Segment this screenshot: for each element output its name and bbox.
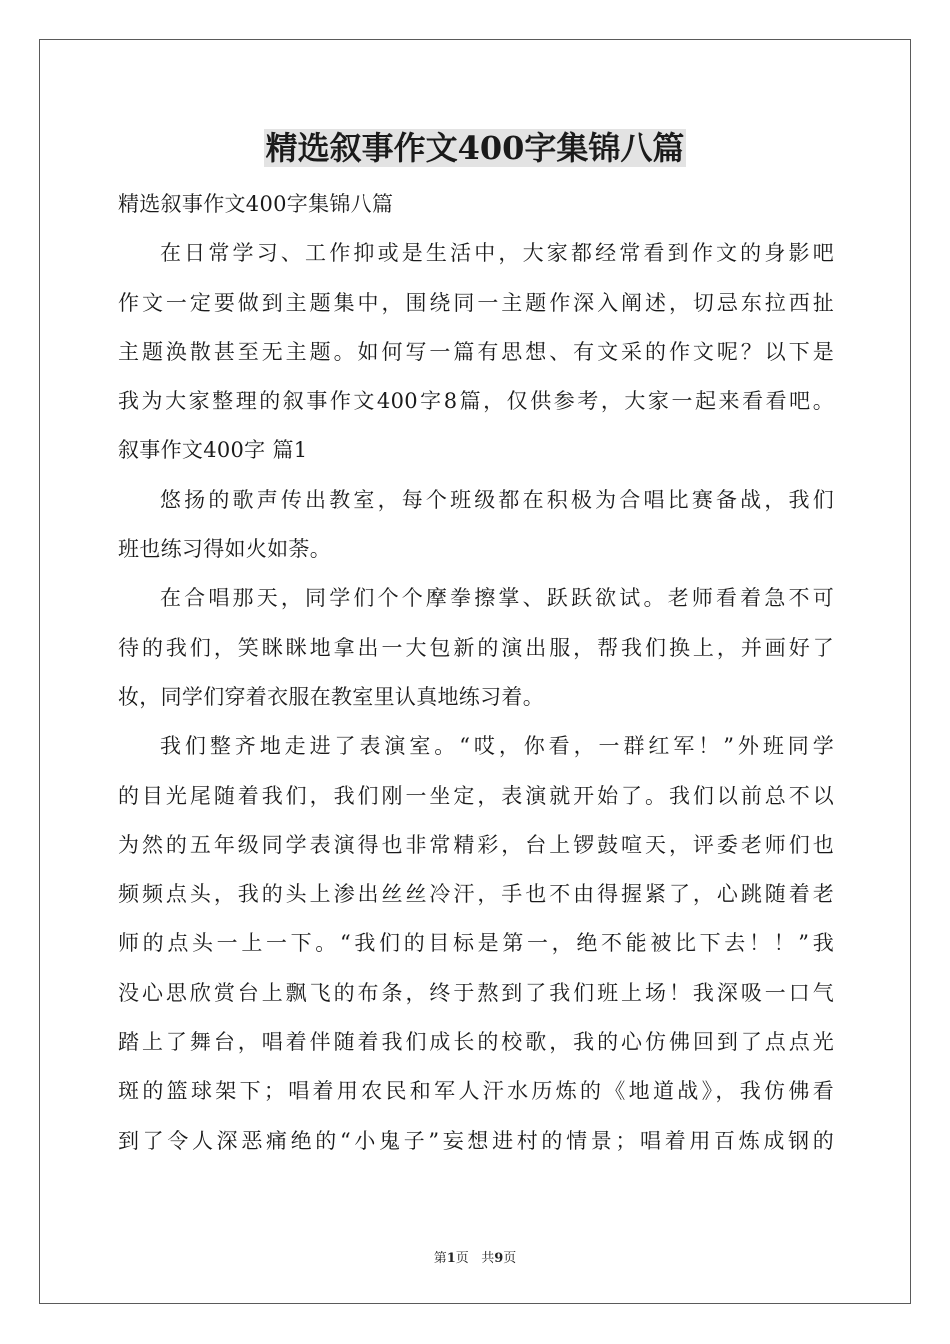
text-line: 斑的篮球架下；唱着用农民和军人汗水历炼的《地道战》，我仿佛看 <box>118 1079 834 1104</box>
text-line: 作文一定要做到主题集中，围绕同一主题作深入阐述，切忌东拉西扯 <box>118 290 834 315</box>
footer-total-prefix: 共 <box>481 1251 495 1266</box>
footer-total-suffix: 页 <box>503 1251 517 1266</box>
text-line: 班也练习得如火如荼。 <box>118 537 331 562</box>
text-line: 到了令人深恶痛绝的“小鬼子”妄想进村的情景；唱着用百炼成钢的 <box>118 1128 834 1153</box>
page-footer <box>0 1247 950 1266</box>
text-line: 频频点头，我的头上渗出丝丝冷汗，手也不由得握紧了，心跳随着老 <box>118 882 834 907</box>
text-line: 妆，同学们穿着衣服在教室里认真地练习着。 <box>118 684 544 709</box>
text-line: 悠扬的歌声传出教室，每个班级都在积极为合唱比赛备战，我们 <box>160 487 834 512</box>
text-line: 的目光尾随着我们，我们刚一坐定，表演就开始了。我们以前总不以 <box>118 783 834 808</box>
text-line: 在合唱那天，同学们个个摩拳擦掌、跃跃欲试。老师看着急不可 <box>160 586 834 611</box>
document-title <box>0 124 950 172</box>
text-line: 主题涣散甚至无主题。如何写一篇有思想、有文采的作文呢？以下是 <box>118 339 834 364</box>
footer-page-number: 1 <box>446 1251 456 1266</box>
text-line: 师的点头一上一下。“我们的目标是第一，绝不能被比下去！！”我 <box>118 931 834 956</box>
document-title-text: 精选叙事作文400字集锦八篇 <box>265 129 685 167</box>
text-line: 我们整齐地走进了表演室。“哎，你看，一群红军！”外班同学 <box>160 734 834 759</box>
text-line: 踏上了舞台，唱着伴随着我们成长的校歌，我的心仿佛回到了点点光 <box>118 1030 834 1055</box>
document-body <box>118 180 834 1166</box>
text-line: 精选叙事作文400字集锦八篇 <box>118 192 394 216</box>
text-line: 为然的五年级同学表演得也非常精彩，台上锣鼓喧天，评委老师们也 <box>118 832 834 857</box>
text-line: 待的我们，笑眯眯地拿出一大包新的演出服，帮我们换上，并画好了 <box>118 635 834 660</box>
footer-total-pages: 9 <box>494 1251 504 1266</box>
text-line: 我为大家整理的叙事作文400字8篇，仅供参考，大家一起来看看吧。 <box>118 389 834 414</box>
text-line: 叙事作文400字 篇1 <box>118 438 308 463</box>
footer-page-suffix: 页 <box>455 1251 469 1266</box>
text-line: 没心思欣赏台上飘飞的布条，终于熬到了我们班上场！我深吸一口气 <box>118 980 834 1005</box>
footer-page-prefix: 第 <box>433 1251 447 1266</box>
text-line: 在日常学习、工作抑或是生活中，大家都经常看到作文的身影吧 <box>160 241 834 266</box>
